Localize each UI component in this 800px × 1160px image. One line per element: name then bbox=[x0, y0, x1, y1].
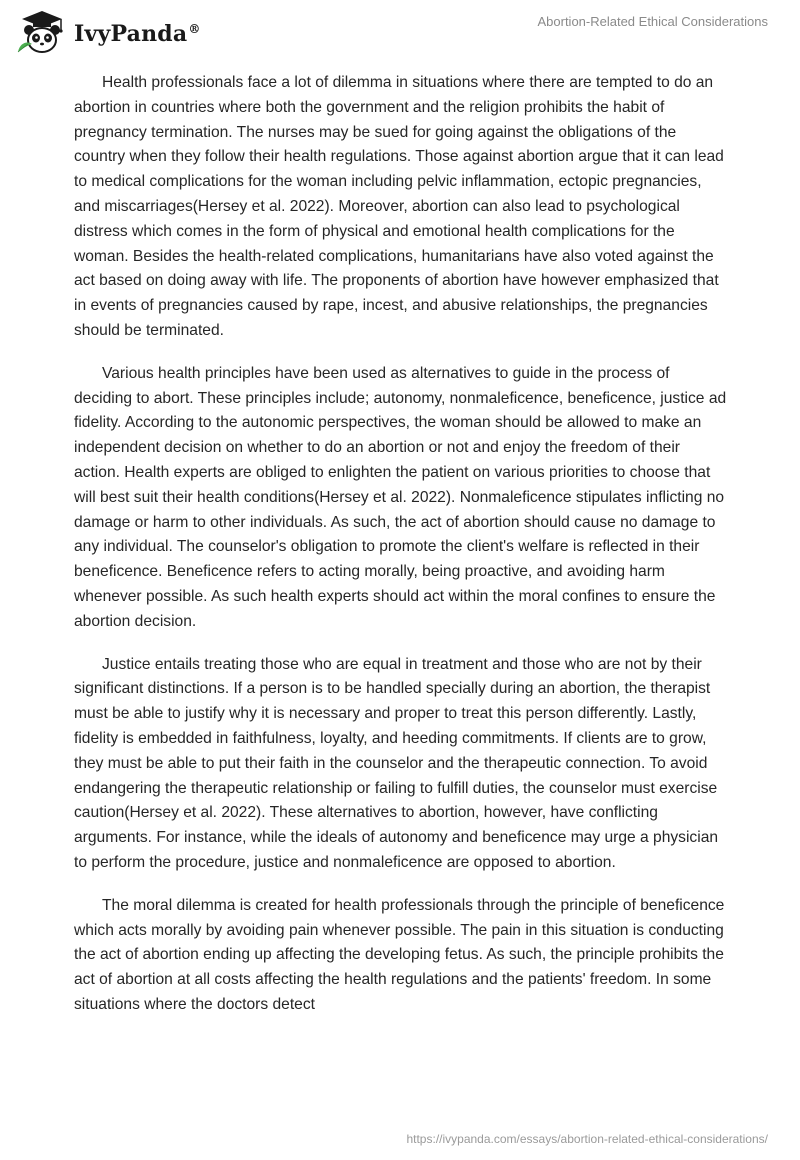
essay-body bbox=[74, 71, 730, 1036]
essay-paragraph: Various health principles have been used as alternatives to guide in the process of deciding to abort. These principles include; autonomy, nonmaleficence, beneficence, justice ad fidelity. According to the autonomic perspectives, the woman should be allowed to make an independent decision on whether to do an abortion or not and enjoy the freedom of their action. Health experts are obliged to enlighten the patient on various priorities to choose that will best suit their health conditions(Hersey et al. 2022). Nonmaleficence stipulates inflicting no damage or harm to other individuals. As such, the act of abortion should cause no damage to any individual. The counselor's obligation to promote the client's welfare is reflected in their beneficence. Beneficence refers to acting morally, being proactive, and avoiding harm whenever possible. As such health experts should act within the moral confines to ensure the abortion decision. bbox=[74, 364, 727, 630]
registered-mark: ® bbox=[188, 21, 201, 36]
document-title: Abortion-Related Ethical Considerations bbox=[537, 14, 768, 29]
panda-graduate-icon bbox=[14, 8, 70, 56]
brand-name: IvyPanda® bbox=[74, 21, 201, 47]
essay-paragraph: The moral dilemma is created for health professionals through the principle of beneficence which acts morally by avoiding pain whenever possible. The pain in this situation is conducting the act of abortion ending up affecting the developing fetus. As such, the principle prohibits the act of abortion at all costs affecting the health regulations and the patients' freedom. In some situations where the doctors detect bbox=[74, 896, 725, 1013]
essay-paragraph: Health professionals face a lot of dilemma in situations where there are tempted to do an abortion in countries where both the government and the religion prohibits the habit of pregnancy termination. The nurses may be sued for going against the obligations of the country when they follow their health regulations. Those against abortion argue that it can lead to medical complications for the woman including pelvic inflammation, ectopic pregnancies, and miscarriages(Hersey et al. 2022). Moreover, abortion can also lead to psychological distress which comes in the form of physical and emotional health complications for the woman. Besides the health-related complications, humanitarians have also voted against the act based on doing away with life. The proponents of abortion have however emphasized that in events of pregnancies caused by rape, incest, and abusive relationships, the pregnancies should be terminated. bbox=[74, 74, 724, 339]
source-url[interactable]: https://ivypanda.com/essays/abortion-related-ethical-considerations/ bbox=[406, 1132, 768, 1146]
page-header bbox=[0, 0, 800, 70]
ivypanda-logo[interactable] bbox=[14, 8, 201, 56]
essay-paragraph: Justice entails treating those who are equal in treatment and those who are not by their significant distinctions. If a person is to be handled specially during an abortion, the therapist must be able to justify why it is necessary and proper to treat this person differently. Lastly, fidelity is embedded in faithfulness, loyalty, and heeding commitments. If clients are to grow, they must be able to put their faith in the counselor and the therapeutic connection. To avoid endangering the therapeutic relationship or failing to fulfill duties, the counselor must exercise caution(Hersey et al. 2022). These alternatives to abortion, however, have conflicting arguments. For instance, while the ideals of autonomy and beneficence may urge a physician to perform the procedure, justice and nonmaleficence are opposed to abortion. bbox=[74, 655, 719, 871]
